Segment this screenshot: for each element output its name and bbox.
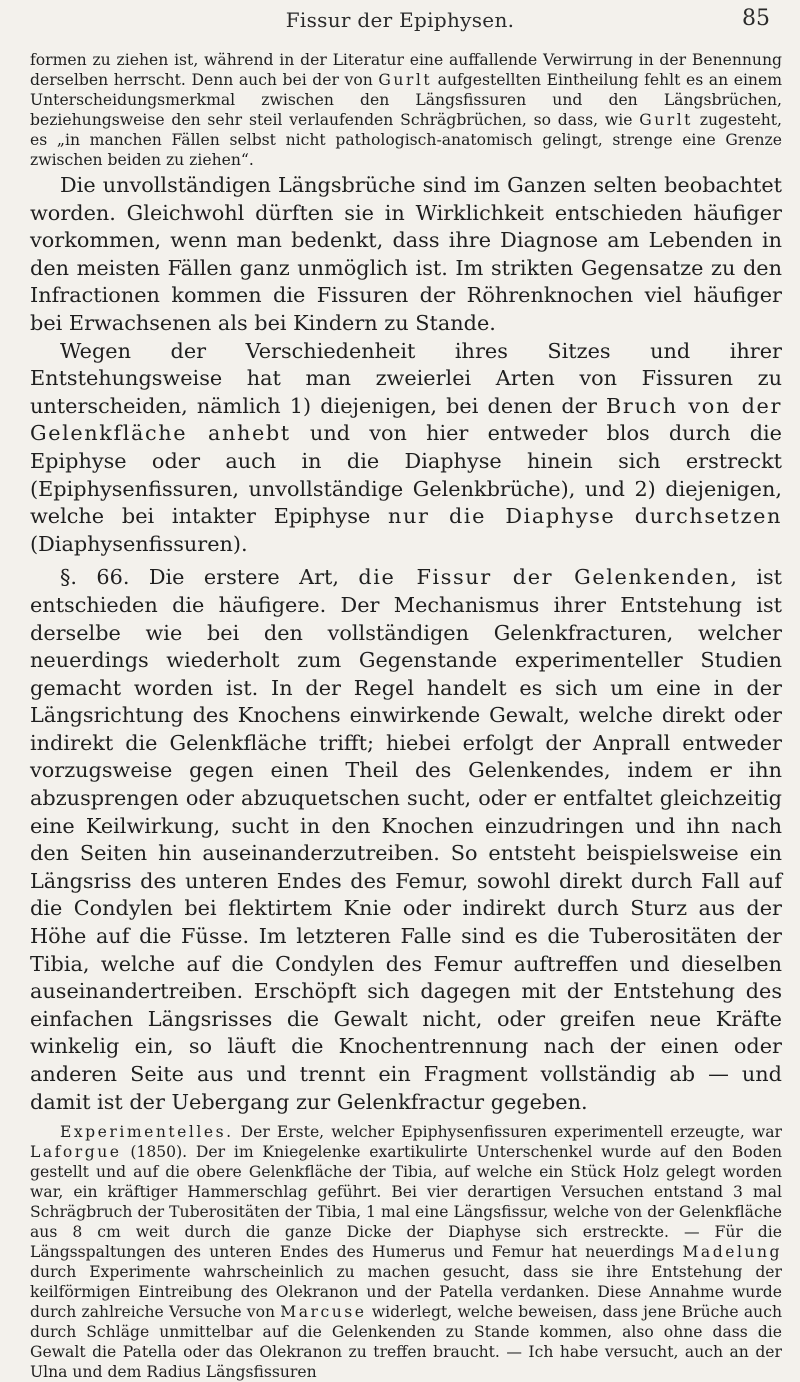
running-head: Fissur der Epiphysen. bbox=[285, 8, 515, 32]
text: (Diaphysenfissuren). bbox=[30, 531, 248, 556]
author-name: Marcuse bbox=[280, 1303, 367, 1322]
author-name: Gurlt bbox=[639, 111, 693, 129]
text: , ist entschieden die häufigere. Der Mechanismus ihrer Entstehung ist derselbe wie bei den vollständigen Gelenkfracturen, welcher neuerdings wiederholt zum Gegenstande experimenteller Studien gemacht worden ist. In der Regel handelt es sich um eine in der Längsrichtung des Knochens einwirkende Gewalt, welche direkt oder indirekt die Gelenkfläche trifft; hiebei erfolgt der Anprall entweder vorzugsweise gegen einen Theil des Gelenkendes, indem er ihn abzusprengen oder abzuquetschen sucht, oder er entfaltet gleichzeitig eine Keilwirkung, sucht in den Knochen einzudringen und ihn nach den Seiten hin auseinanderzutreiben. So entsteht beispielsweise ein Längsriss des unteren Endes des Femur, sowohl direkt durch Fall auf die Condylen bei flektirtem Knie oder indirekt durch Sturz aus der Höhe auf die Füsse. Im letzteren Falle sind es die Tuberositäten der Tibia, welche auf die Condylen des Femur auftreffen und dieselben auseinandertreiben. Erschöpft sich dagegen mit der Entstehung des einfachen Längsrisses die Gewalt nicht, oder greifen neue Kräfte winkelig ein, so läuft die Knochentrennung nach der einen oder anderen Seite aus und trennt ein Fragment vollständig ab — und damit ist der Uebergang zur Gelenkfractur gegeben. bbox=[30, 565, 783, 1114]
emphasis: Bruch von der Gelenkfläche anhebt bbox=[30, 393, 782, 446]
text: (1850). Der im Kniegelenke exartikulirte Unterschenkel wurde auf den Boden gestellt und auf die obere Gelenkfläche der Tibia, auf welche ein Stück Holz gelegt worden war, ein kräftiger Hammerschlag geführt. Bei vier derartigen Versuchen entstand 3 mal Schrägbruch der Tuberositäten der Tibia, 1 mal eine Längsfissur, welche von der Gelenkfläche aus 8 cm weit durch die ganze Dicke der Diaphyse sich erstreckte. — Für die Längsspaltungen des unteren Endes des Humerus und Femur hat neuerdings bbox=[30, 1143, 782, 1262]
emphasis: die Fissur der Gelenkenden bbox=[358, 565, 731, 590]
text: aufgestellten Eintheilung fehlt es an einem Unterscheidungsmerkmal zwischen den Längsfissuren und den Längsbrüchen, beziehungsweise den sehr steil verlaufenden Schrägbrüchen, so dass, wie bbox=[30, 71, 782, 129]
section-label: Experimentelles. bbox=[60, 1123, 234, 1142]
page-body bbox=[30, 50, 782, 1382]
text: und von hier entweder blos durch die Epiphyse oder auch in die Diaphyse hinein sich erstreckt (Epiphysenfissuren, unvollständige Gelenkbrüche), und 2) diejenigen, welche bei intakter Epiphyse bbox=[30, 421, 782, 529]
paragraph-incomplete-fractures: Die unvollständigen Längsbrüche sind im Ganzen selten beobachtet worden. Gleichwohl dürften sie in Wirklichkeit entschieden häufiger vorkommen, wenn man bedenkt, dass ihre Diagnose am Lebenden in den meisten Fällen ganz unmöglich ist. Im strikten Gegensatze zu den Infractionen kommen die Fissuren der Röhrenknochen viel häufiger bei Erwachsenen als bei Kindern zu Stande. bbox=[30, 173, 782, 335]
author-name: Laforgue bbox=[30, 1143, 122, 1162]
text: durch Experimente wahrscheinlich zu machen gesucht, dass sie ihre Entstehung der keilförmigen Eintreibung des Olekranon und der Patella verdanken. Diese Annahme wurde durch zahlreiche Versuche von bbox=[30, 1263, 782, 1322]
text: Der Erste, welcher Epiphysenfissuren experimentell erzeugte, war bbox=[233, 1123, 782, 1142]
author-name: Madelung bbox=[682, 1243, 782, 1262]
page-number: 85 bbox=[742, 6, 770, 31]
emphasis: nur die Diaphyse durchsetzen bbox=[388, 504, 782, 529]
paragraph-experimental bbox=[30, 1122, 782, 1382]
page-header bbox=[0, 6, 800, 40]
paragraph-section-66 bbox=[30, 564, 782, 1116]
text: Wegen der Verschiedenheit ihres Sitzes und ihrer Entstehungsweise hat man zweierlei Arten von Fissuren zu unterscheiden, nämlich 1) diejenigen, bei denen der bbox=[30, 338, 782, 418]
text: §. 66. Die erstere Art, bbox=[60, 565, 359, 590]
author-name: Gurlt bbox=[378, 71, 433, 89]
text: widerlegt, welche beweisen, dass jene Brüche auch durch Schläge unmittelbar auf die Gelenkenden zu Stande kommen, also ohne dass die Gewalt die Patella oder das Olekranon zu treffen braucht. — Ich habe versucht, auch an der Ulna und dem Radius Längsfissuren bbox=[30, 1303, 782, 1382]
paragraph-fissure-types bbox=[30, 338, 782, 559]
text: formen zu ziehen ist, während in der Literatur eine auffallende Verwirrung in der Benennung derselben herrscht. Denn auch bei der von bbox=[30, 51, 782, 89]
paragraph-terminology bbox=[30, 50, 782, 170]
text: zugesteht, es „in manchen Fällen selbst nicht pathologisch-anatomisch gelingt, strenge eine Grenze zwischen beiden zu ziehen“. bbox=[30, 111, 782, 169]
